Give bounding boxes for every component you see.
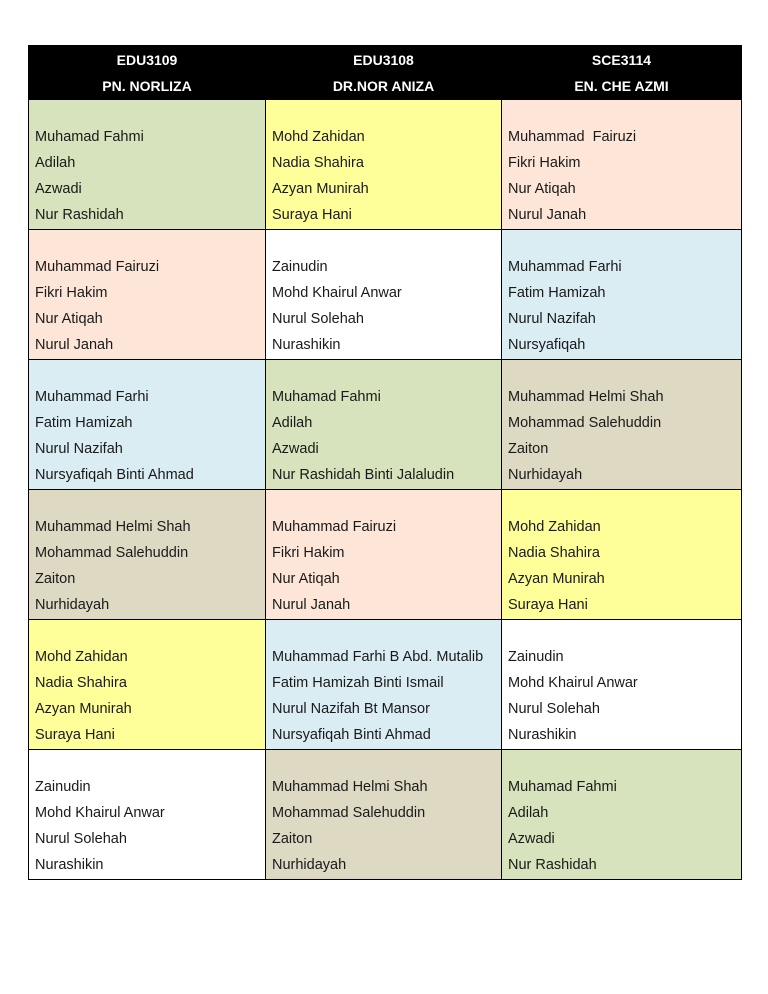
- member-name: Fatim Hamizah: [35, 415, 133, 431]
- member-name: Mohd Zahidan: [272, 129, 365, 145]
- table-row: [29, 230, 742, 360]
- member-name: Azyan Munirah: [508, 571, 605, 587]
- group-schedule-table: [28, 45, 742, 880]
- member-name: Mohammad Salehuddin: [35, 545, 189, 561]
- table-body: [29, 100, 742, 880]
- group-cell: [29, 230, 266, 360]
- table-header: [29, 46, 742, 100]
- member-name: Zaiton: [272, 831, 313, 847]
- header-cell-course-2: [266, 46, 502, 100]
- member-name: Zaiton: [35, 571, 76, 587]
- member-name: Muhammad Fairuzi: [508, 129, 637, 145]
- member-name: Mohd Zahidan: [508, 519, 601, 535]
- header-row: [29, 46, 742, 100]
- member-name: Muhammad Helmi Shah: [35, 519, 191, 535]
- group-cell: [29, 100, 266, 230]
- member-name: Suraya Hani: [272, 207, 352, 223]
- member-list: [272, 514, 495, 618]
- member-name: Nurul Solehah: [508, 701, 600, 717]
- member-name: Azwadi: [272, 441, 319, 457]
- member-name: Azyan Munirah: [272, 181, 369, 197]
- member-name: Muhamad Fahmi: [35, 129, 144, 145]
- table-row: [29, 490, 742, 620]
- table-row: [29, 360, 742, 490]
- member-name: Muhammad Helmi Shah: [508, 389, 664, 405]
- group-cell: [29, 360, 266, 490]
- member-name: Nurashikin: [35, 857, 104, 873]
- member-list: [508, 384, 735, 488]
- member-name: Zainudin: [272, 259, 328, 275]
- header-cell-course-3: [502, 46, 742, 100]
- course-code: SCE3114: [591, 52, 652, 68]
- member-name: Azwadi: [508, 831, 555, 847]
- group-cell: [266, 100, 502, 230]
- member-list: [508, 124, 735, 228]
- member-list: [35, 644, 259, 748]
- member-name: Azwadi: [35, 181, 82, 197]
- member-name: Nurhidayah: [35, 597, 110, 613]
- group-cell: [502, 490, 742, 620]
- member-list: [35, 774, 259, 878]
- member-name: Nur Rashidah: [508, 857, 597, 873]
- member-name: Muhammad Fairuzi: [35, 259, 160, 275]
- member-name: Nur Atiqah: [35, 311, 103, 327]
- group-cell: [502, 620, 742, 750]
- member-name: Nurul Janah: [272, 597, 351, 613]
- member-name: Muhamad Fahmi: [272, 389, 381, 405]
- member-list: [35, 514, 259, 618]
- member-name: Zaiton: [508, 441, 549, 457]
- course-code: EDU3108: [353, 52, 414, 68]
- member-name: Mohd Khairul Anwar: [508, 675, 638, 691]
- member-name: Nurul Nazifah: [508, 311, 596, 327]
- group-cell: [266, 620, 502, 750]
- member-name: Nurul Solehah: [272, 311, 364, 327]
- member-name: Nurul Nazifah: [35, 441, 123, 457]
- member-name: Nur Rashidah Binti Jalaludin: [272, 467, 455, 483]
- lecturer-name: PN. NORLIZA: [102, 78, 192, 94]
- member-list: [508, 254, 735, 358]
- member-list: [272, 644, 495, 748]
- member-name: Suraya Hani: [508, 597, 588, 613]
- header-cell-course-1: [29, 46, 266, 100]
- member-name: Nur Atiqah: [508, 181, 576, 197]
- member-name: Muhammad Farhi: [508, 259, 622, 275]
- member-name: Fatim Hamizah Binti Ismail: [272, 675, 444, 691]
- member-name: Adilah: [508, 805, 549, 821]
- member-list: [35, 124, 259, 228]
- group-cell: [266, 750, 502, 880]
- member-list: [35, 384, 259, 488]
- member-list: [272, 384, 495, 488]
- member-name: Nadia Shahira: [35, 675, 127, 691]
- member-name: Adilah: [272, 415, 313, 431]
- member-name: Muhamad Fahmi: [508, 779, 617, 795]
- group-cell: [502, 230, 742, 360]
- table-row: [29, 750, 742, 880]
- member-name: Fikri Hakim: [508, 155, 581, 171]
- member-name: Nadia Shahira: [272, 155, 364, 171]
- group-cell: [266, 490, 502, 620]
- member-name: Mohd Zahidan: [35, 649, 128, 665]
- member-name: Adilah: [35, 155, 76, 171]
- member-name: Nurashikin: [272, 337, 341, 353]
- member-list: [508, 514, 735, 618]
- member-name: Muhammad Farhi B Abd. Mutalib: [272, 649, 484, 665]
- member-name: Mohammad Salehuddin: [272, 805, 426, 821]
- member-name: Mohd Khairul Anwar: [35, 805, 165, 821]
- member-name: Nursyafiqah Binti Ahmad: [272, 727, 431, 743]
- group-cell: [502, 360, 742, 490]
- member-name: Nurul Janah: [508, 207, 587, 223]
- member-name: Nurhidayah: [508, 467, 583, 483]
- member-list: [508, 774, 735, 878]
- group-cell: [266, 360, 502, 490]
- member-name: Nadia Shahira: [508, 545, 600, 561]
- member-list: [272, 254, 495, 358]
- member-name: Fikri Hakim: [35, 285, 108, 301]
- member-name: Nursyafiqah: [508, 337, 586, 353]
- member-name: Nur Rashidah: [35, 207, 124, 223]
- member-list: [272, 774, 495, 878]
- member-name: Nursyafiqah Binti Ahmad: [35, 467, 194, 483]
- member-name: Nurul Nazifah Bt Mansor: [272, 701, 430, 717]
- member-list: [272, 124, 495, 228]
- table-row: [29, 620, 742, 750]
- table-row: [29, 100, 742, 230]
- member-name: Zainudin: [508, 649, 564, 665]
- member-name: Fikri Hakim: [272, 545, 345, 561]
- member-name: Nurul Solehah: [35, 831, 127, 847]
- member-name: Mohd Khairul Anwar: [272, 285, 402, 301]
- member-name: Mohammad Salehuddin: [508, 415, 662, 431]
- lecturer-name: DR.NOR ANIZA: [332, 78, 435, 94]
- member-name: Zainudin: [35, 779, 91, 795]
- member-list: [508, 644, 735, 748]
- member-list: [35, 254, 259, 358]
- group-cell: [29, 490, 266, 620]
- course-code: EDU3109: [116, 52, 178, 68]
- member-name: Nurhidayah: [272, 857, 347, 873]
- member-name: Muhammad Helmi Shah: [272, 779, 428, 795]
- member-name: Muhammad Fairuzi: [272, 519, 397, 535]
- member-name: Muhammad Farhi: [35, 389, 149, 405]
- group-cell: [29, 750, 266, 880]
- member-name: Suraya Hani: [35, 727, 115, 743]
- group-cell: [266, 230, 502, 360]
- group-cell: [29, 620, 266, 750]
- member-name: Nurashikin: [508, 727, 577, 743]
- lecturer-name: EN. CHE AZMI: [574, 78, 669, 94]
- member-name: Nur Atiqah: [272, 571, 340, 587]
- member-name: Azyan Munirah: [35, 701, 132, 717]
- group-cell: [502, 100, 742, 230]
- member-name: Fatim Hamizah: [508, 285, 606, 301]
- group-cell: [502, 750, 742, 880]
- member-name: Nurul Janah: [35, 337, 114, 353]
